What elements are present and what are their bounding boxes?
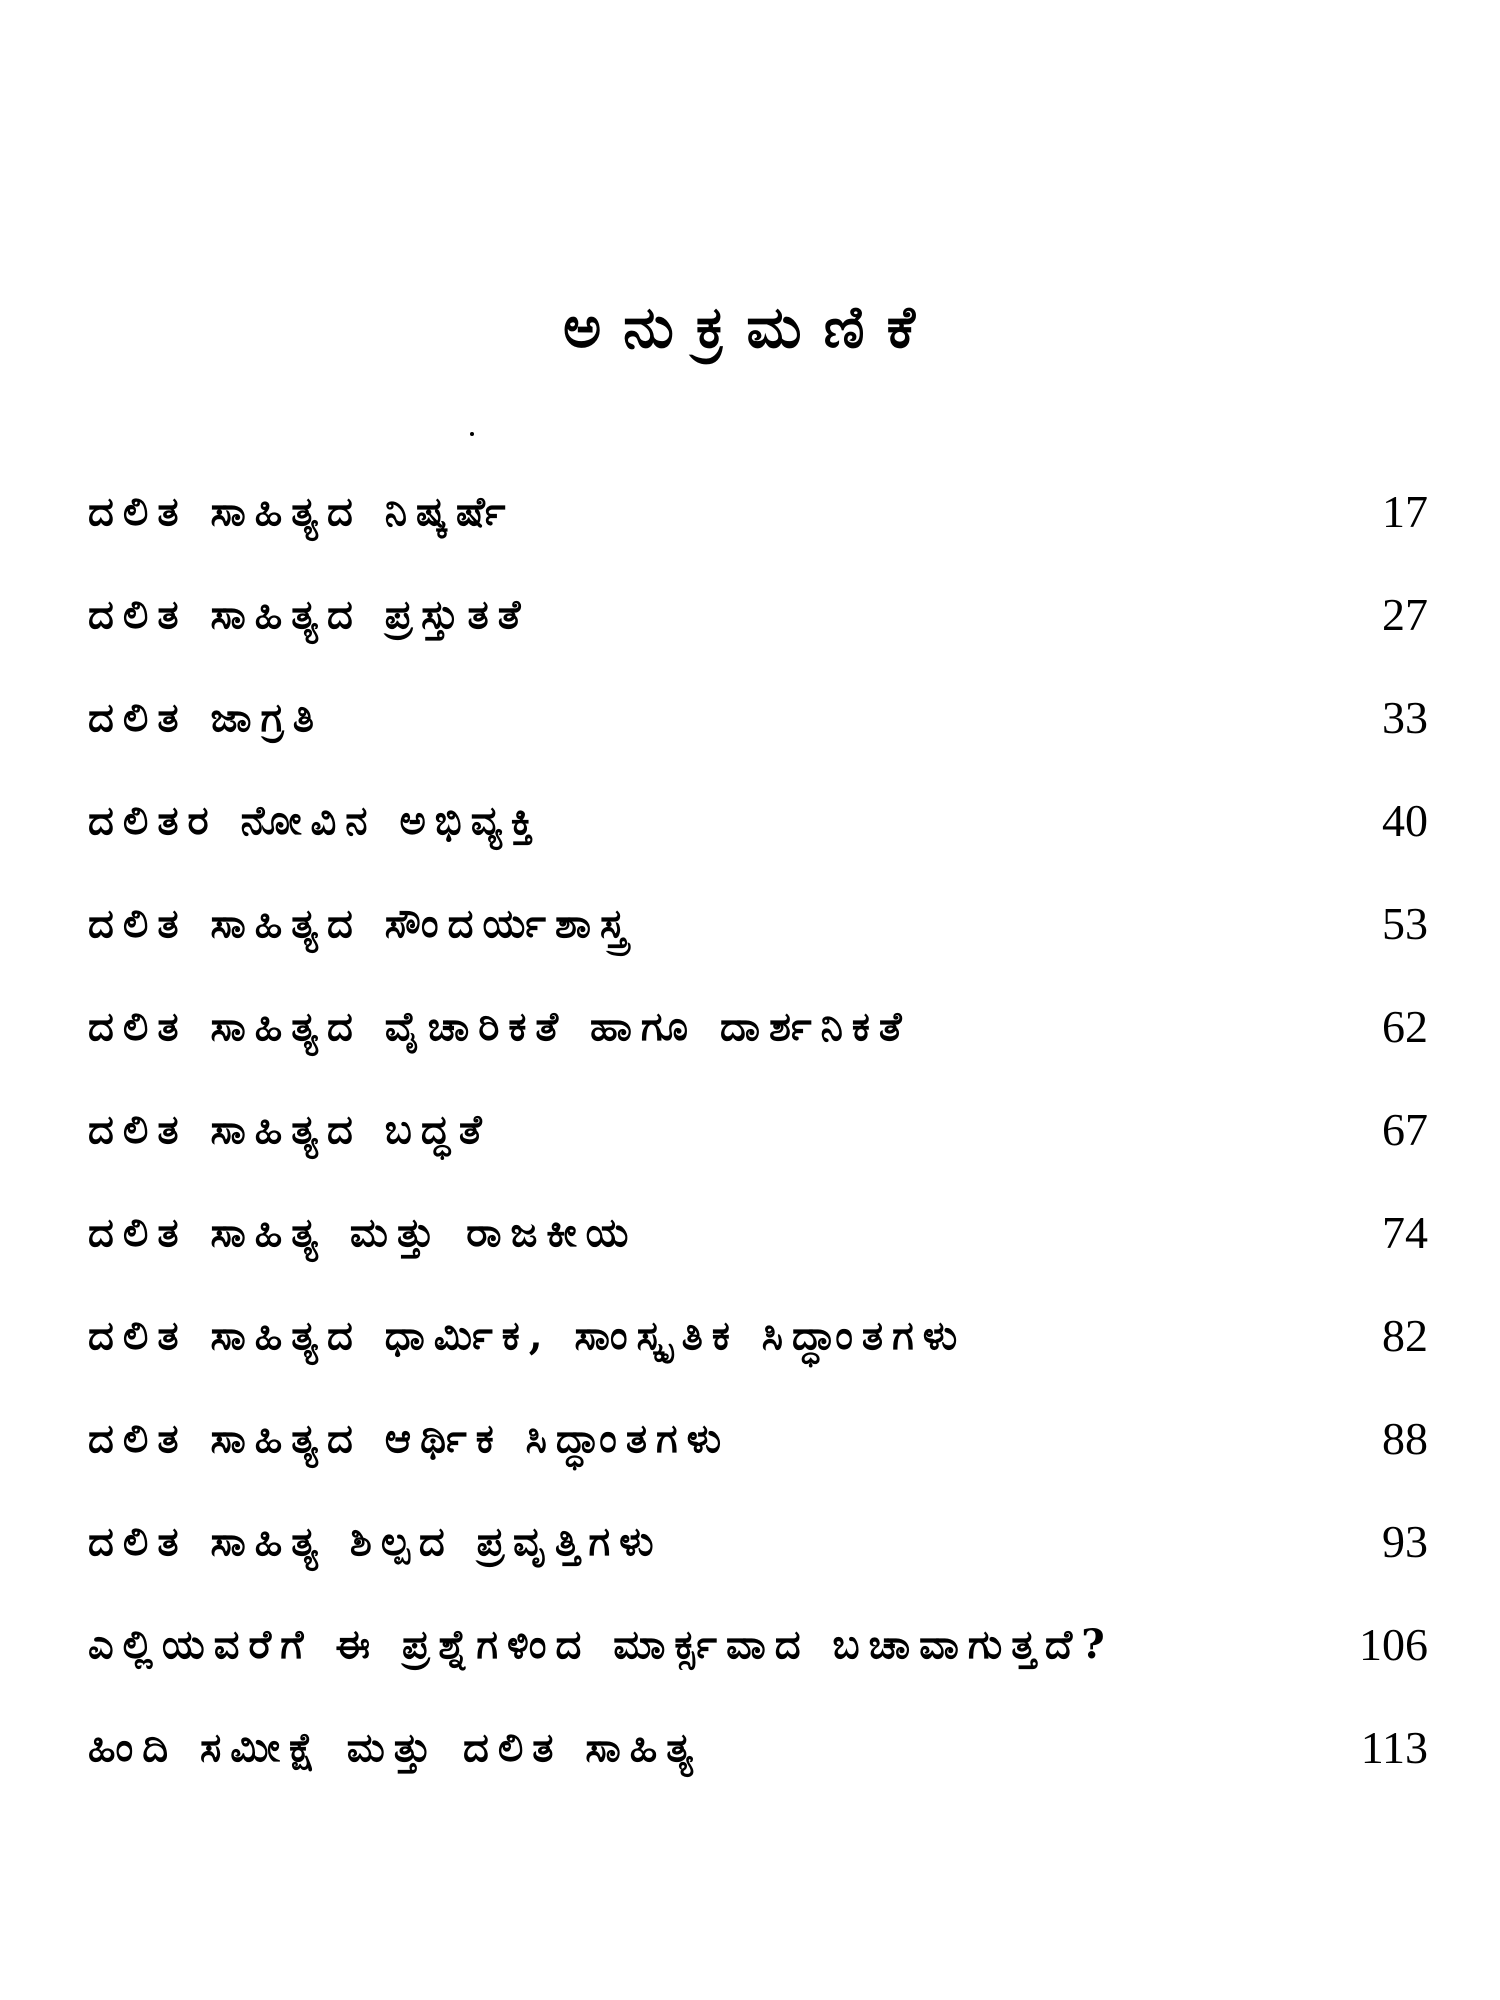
toc-entry-page: 88 — [1382, 1413, 1428, 1464]
toc-entry — [88, 460, 1428, 563]
toc-entry — [88, 975, 1428, 1078]
toc-entry — [88, 1284, 1428, 1387]
toc-entry-title: ದಲಿತ ಜಾಗ್ರತಿ — [88, 694, 323, 741]
toc-entry-page: 82 — [1382, 1310, 1428, 1361]
toc-entry — [88, 666, 1428, 769]
toc-entry-title: ದಲಿತ ಸಾಹಿತ್ಯ ಮತ್ತು ರಾಜಕೀಯ — [88, 1209, 638, 1256]
toc-entry-page: 53 — [1382, 898, 1428, 949]
toc-entry-title: ದಲಿತ ಸಾಹಿತ್ಯದ ಪ್ರಸ್ತುತತೆ — [88, 591, 530, 638]
stray-dot — [470, 432, 474, 436]
toc-entry-title: ದಲಿತ ಸಾಹಿತ್ಯದ ಆರ್ಥಿಕ ಸಿದ್ಧಾಂತಗಳು — [88, 1415, 731, 1462]
toc-entry-title: ಎಲ್ಲಿಯವರೆಗೆ ಈ ಪ್ರಶ್ನೆಗಳಿಂದ ಮಾರ್ಕ್ಸವಾದ ಬಚಾವಾಗುತ್ತದೆ? — [88, 1621, 1114, 1668]
page-title: ಅನುಕ್ರಮಣಿಕೆ — [562, 292, 938, 361]
toc-entry — [88, 1181, 1428, 1284]
toc-entry-title: ದಲಿತ ಸಾಹಿತ್ಯದ ಸೌಂದರ್ಯಶಾಸ್ತ್ರ — [88, 900, 635, 947]
toc-entry — [88, 1593, 1428, 1696]
toc-entry-page: 62 — [1382, 1001, 1428, 1052]
toc-entry — [88, 1078, 1428, 1181]
toc-entry — [88, 1490, 1428, 1593]
toc-entry-page: 33 — [1382, 692, 1428, 743]
toc-list — [88, 460, 1428, 1799]
toc-entry-title: ಹಿಂದಿ ಸಮೀಕ್ಷೆ ಮತ್ತು ದಲಿತ ಸಾಹಿತ್ಯ — [88, 1724, 702, 1771]
toc-entry — [88, 563, 1428, 666]
toc-entry-page: 113 — [1360, 1722, 1428, 1773]
toc-entry — [88, 1696, 1428, 1799]
toc-entry-title: ದಲಿತ ಸಾಹಿತ್ಯದ ಧಾರ್ಮಿಕ, ಸಾಂಸ್ಕೃತಿಕ ಸಿದ್ಧಾಂತಗಳು — [88, 1312, 967, 1359]
toc-entry-title: ದಲಿತ ಸಾಹಿತ್ಯ ಶಿಲ್ಪದ ಪ್ರವೃತ್ತಿಗಳು — [88, 1518, 663, 1565]
toc-entry-title: ದಲಿತ ಸಾಹಿತ್ಯದ ಬದ್ಧತೆ — [88, 1106, 491, 1153]
toc-entry-page: 93 — [1382, 1516, 1428, 1567]
toc-entry-page: 17 — [1382, 486, 1428, 537]
toc-entry-page: 67 — [1382, 1104, 1428, 1155]
toc-entry-page: 27 — [1382, 589, 1428, 640]
toc-entry — [88, 872, 1428, 975]
toc-entry-title: ದಲಿತ ಸಾಹಿತ್ಯದ ನಿಷ್ಕರ್ಷೆ — [88, 488, 515, 535]
toc-entry — [88, 1387, 1428, 1490]
toc-entry-title: ದಲಿತರ ನೋವಿನ ಅಭಿವ್ಯಕ್ತಿ — [88, 797, 543, 844]
toc-entry-page: 74 — [1382, 1207, 1428, 1258]
toc-entry-page: 40 — [1382, 795, 1428, 846]
toc-entry-page: 106 — [1359, 1619, 1428, 1670]
toc-entry — [88, 769, 1428, 872]
toc-entry-title: ದಲಿತ ಸಾಹಿತ್ಯದ ವೈಚಾರಿಕತೆ ಹಾಗೂ ದಾರ್ಶನಿಕತೆ — [88, 1003, 911, 1050]
